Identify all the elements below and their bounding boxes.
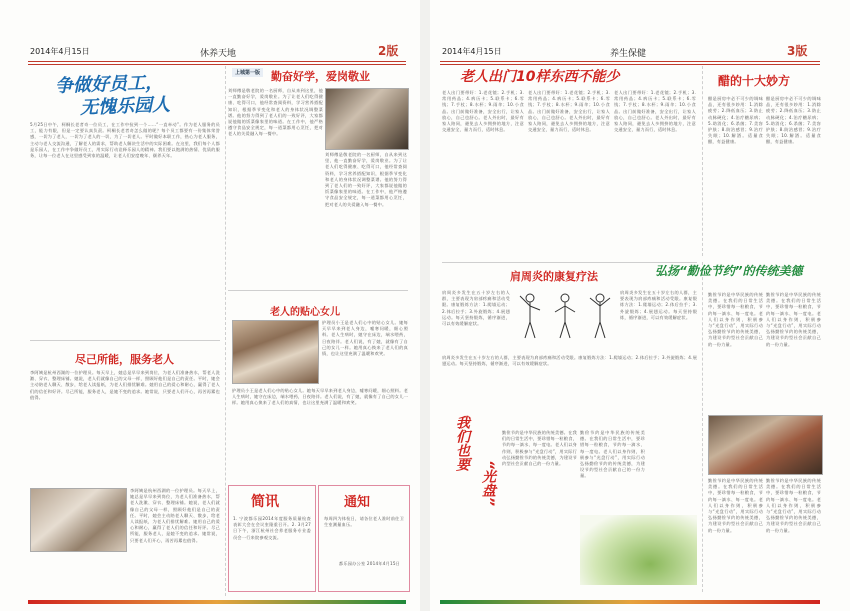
article-body-b4-col3: 勤俭节约是中华民族的传统美德。在我们的日常生活中，要珍惜每一粒粮食，节约每一滴水、每一度电。老人们以身作则，积极参与“光盘行动”，用实际行动弘扬勤俭节约的传统美德，为建设节约型社会贡献自己的一份力量。 xyxy=(708,478,763,533)
column-divider-right xyxy=(702,66,703,256)
article-body-b2-col2: 醋是厨房中必不可少的调味品，还有很多妙用：1.消除疲劳；2.降低血压；3.防止动脉硬化；4.治疗糖尿病；5.助消化；6.杀菌；7.美容护肤；8.防治感冒；9.治疗失眠；10.解酒。适量食醋，有益健康。 xyxy=(766,96,821,145)
article-body-a2: 李阿姨是杭州西湖的一位护理员。每天早上，她总是早早来到岗位，为老人们准备热水，帮老人洗漱、穿衣、整理床铺。她说，老人们就像自己的父母一样，照顾好他们是自己的责任。平时，她会主动陪老人聊天、散步，给老人读报纸，为老人们排忧解难。她用自己的爱心和耐心，赢得了老人们的信任和好评。尽己所能，服务老人，是她不变的追求。她常说，只要老人们开心，再苦再累也值得。 xyxy=(30,370,220,400)
illustration-farm xyxy=(580,515,697,585)
exercise-figures-icon xyxy=(515,288,615,346)
left-bottom-strip xyxy=(28,600,406,604)
article-body-b1-col1: 老人出门要带好：1.老花镜；2.手机；3.常用药品；4.病历卡；5.联系卡；6.零钱；7.手杖；8.水杯；9.雨伞；10.小食品。出门前做好准备，安全出行，让家人放心，自己也舒心。老人外出时，最好有家人陪同，避免去人多拥挤的地方，注意交通安全，量力而行，适时休息。 xyxy=(442,90,524,133)
article-body-b4-col1: 勤俭节约是中华民族的传统美德。在我们的日常生活中，要珍惜每一粒粮食，节约每一滴水、每一度电。老人们以身作则，积极参与“光盘行动”，用实际行动弘扬勤俭节约的传统美德，为建设节约型社会贡献自己的一份力量。 xyxy=(708,292,763,347)
right-page-no: 3版 xyxy=(787,44,808,58)
notice-sign: 都乐园办公室 2014年4月15日 xyxy=(339,561,401,566)
article-body-b2-col1: 醋是厨房中必不可少的调味品，还有很多妙用：1.消除疲劳；2.降低血压；3.防止动脉硬化；4.治疗糖尿病；5.助消化；6.杀菌；7.美容护肤；8.防治感冒；9.治疗失眠；10.解酒。适量食醋，有益健康。 xyxy=(708,96,763,145)
article-title-b4: 弘扬“勤俭节约”的传统美德 xyxy=(655,264,803,278)
photo-dining xyxy=(708,415,823,475)
left-header-rule xyxy=(28,61,406,62)
news-title: 简讯 xyxy=(251,494,279,510)
article-body-a3-col2: 刘师傅是敬老院的一名厨师，自从来到这里，他一直勤奋好学，爱岗敬业。为了让老人们吃得健康、吃得可口，他经常查阅资料，学习营养搭配知识，根据季节变化和老人的身体状况调整菜谱。他的努力得到了老人们的一致好评，大家都说他做的饭菜像家里的味道。在工作中，他严格遵守食品安全规定，每一道菜都用心烹饪，把对老人的关爱融入每一餐中。 xyxy=(325,152,407,207)
article-body-b4-col4: 勤俭节约是中华民族的传统美德。在我们的日常生活中，要珍惜每一粒粮食，节约每一滴水、每一度电。老人们以身作则，积极参与“光盘行动”，用实际行动弘扬勤俭节约的传统美德，为建设节约型社会贡献自己的一份力量。 xyxy=(766,478,821,533)
column-divider-right-lower xyxy=(702,262,703,592)
notice-title: 通知 xyxy=(344,495,371,510)
article-body-a1: 5月25日中午，柯桐长老者奇一位员工，在工作中捡到一个……“一直牵动”。作为老人服务的员工，能力有限，但是一定要认真负责。柯桐长老者奇怎么做的呢？每个员工都要有一份集体荣誉感，一切为了老人，一切为了老人的一切，为了一切老人。平时做好本职工作，热心为老人服务，主动与老人交流沟通，了解老人的需求，帮助老人解决生活中的实际困难。在这里，我们每个人都是乐园人，在工作中争做好员工，用实际行动诠释乐园人的精神。我们要以饱满的热情、优质的服务，让每一位老人在这里感受到家的温暖，让老人们安度晚年、颐养天年。 xyxy=(30,122,220,159)
shoulder-exercise-figures xyxy=(515,288,615,346)
article-body-a3: 刘师傅是敬老院的一名厨师，自从来到这里，他一直勤奋好学，爱岗敬业。为了让老人们吃得健康、吃得可口，他经常查阅资料，学习营养搭配知识，根据季节变化和老人的身体状况调整菜谱。他的努力得到了老人们的一致好评，大家都说他做的饭菜像家里的味道。在工作中，他严格遵守食品安全规定，每一道菜都用心烹饪，把对老人的关爱融入每一餐中。 xyxy=(228,88,323,137)
left-page xyxy=(0,0,420,611)
article-title-a2: 尽己所能，服务老人 xyxy=(75,353,174,366)
rule-a3 xyxy=(228,290,408,291)
article-body-b3-col2: 肩周炎多发生在五十岁左右的人群，主要表现为肩部疼痛和活动受限。康复锻炼方法：1.爬墙运动；2.体后拉手；3.外旋锻炼；4.展翅运动。每天坚持锻炼，循序渐进，可以有效缓解症状。 xyxy=(620,290,697,320)
column-label: 上城第一版 xyxy=(232,68,263,77)
left-header-rule-thin xyxy=(28,64,406,65)
photo-caregiver xyxy=(232,320,319,384)
notice-box xyxy=(318,485,410,592)
article-body-b3: 肩周炎多发生在五十岁左右的人群，主要表现为肩部疼痛和活动受限。康复锻炼方法：1.爬墙运动；2.体后拉手；3.外旋锻炼；4.展翅运动。每天坚持锻炼，循序渐进，可以有效缓解症状。 xyxy=(442,290,510,327)
article-body-a4: 护理员小王是老人们心中的贴心女儿。她每天早早来到老人身边，嘘寒问暖，细心照料。老人生病时，她守在床边，端水喂药，日夜陪伴。老人们说，有了她，就像有了自己的女儿一样。她用真心换来了老人们的真情，也让这里充满了温暖和欢笑。 xyxy=(322,320,408,357)
right-date: 2014年4月15日 xyxy=(442,47,502,56)
page-gutter xyxy=(420,0,430,611)
right-page xyxy=(430,0,850,611)
article-body-a2-cont: 李阿姨是杭州西湖的一位护理员。每天早上，她总是早早来到岗位，为老人们准备热水，帮老人洗漱、穿衣、整理床铺。她说，老人们就像自己的父母一样，照顾好他们是自己的责任。平时，她会主动陪老人聊天、散步，给老人读报纸，为老人们排忧解难。她用自己的爱心和耐心，赢得了老人们的信任和好评。尽己所能，服务老人，是她不变的追求。她常说，只要老人们开心，再苦再累也值得。 xyxy=(130,488,220,543)
news-body: 1. 宁波都乐园2014年度服务质量检查表彰大会在会议室隆重召开。2. 3月27日下午，浙江杭州社会养老服务专业委员会一行来院参观交流。 xyxy=(233,516,311,540)
rule-a2 xyxy=(30,340,220,341)
article-body-b1-col3: 老人出门要带好：1.老花镜；2.手机；3.常用药品；4.病历卡；5.联系卡；6.零钱；7.手杖；8.水杯；9.雨伞；10.小食品。出门前做好准备，安全出行，让家人放心，自己也舒心。老人外出时，最好有家人陪同，避免去人多拥挤的地方，注意交通安全，量力而行，适时休息。 xyxy=(614,90,696,133)
left-section: 休养天地 xyxy=(200,49,237,59)
article-body-b3-cont: 肩周炎多发生在五十岁左右的人群，主要表现为肩部疼痛和活动受限。康复锻炼方法：1.爬墙运动；2.体后拉手；3.外旋锻炼；4.展翅运动。每天坚持锻炼，循序渐进，可以有效缓解症状。 xyxy=(442,355,697,367)
article-title-a1-line1: 争做好员工， xyxy=(54,72,164,97)
article-title-b3: 肩周炎的康复疗法 xyxy=(510,270,598,283)
article-body-b4-col2: 勤俭节约是中华民族的传统美德。在我们的日常生活中，要珍惜每一粒粮食，节约每一滴水、每一度电。老人们以身作则，积极参与“光盘行动”，用实际行动弘扬勤俭节约的传统美德，为建设节约型社会贡献自己的一份力量。 xyxy=(766,292,821,347)
photo-caregiving xyxy=(30,488,127,552)
article-title-a4: 老人的贴心女儿 xyxy=(270,307,340,318)
photo-kitchen xyxy=(325,88,409,150)
left-page-no: 2版 xyxy=(378,44,399,58)
article-title-b5-line2: “光盘” xyxy=(480,460,496,507)
article-title-a3: 勤奋好学，爱岗敬业 xyxy=(271,70,370,83)
right-bottom-strip xyxy=(440,600,820,604)
right-section: 养生保健 xyxy=(610,49,647,59)
left-date: 2014年4月15日 xyxy=(30,47,90,56)
right-header-rule xyxy=(440,61,820,62)
article-body-a4-cont: 护理员小王是老人们心中的贴心女儿。她每天早早来到老人身边，嘘寒问暖，细心照料。老人生病时，她守在床边，端水喂药，日夜陪伴。老人们说，有了她，就像有了自己的女儿一样。她用真心换来了老人们的真情，也让这里充满了温暖和欢笑。 xyxy=(232,388,408,406)
article-body-b1-col2: 老人出门要带好：1.老花镜；2.手机；3.常用药品；4.病历卡；5.联系卡；6.零钱；7.手杖；8.水杯；9.雨伞；10.小食品。出门前做好准备，安全出行，让家人放心，自己也舒心。老人外出时，最好有家人陪同，避免去人多拥挤的地方，注意交通安全，量力而行，适时休息。 xyxy=(528,90,610,133)
article-title-b1: 老人出门10样东西不能少 xyxy=(460,69,620,85)
news-box xyxy=(228,485,316,592)
article-title-b2: 醋的十大妙方 xyxy=(718,74,791,88)
notice-body: 每周四为体检日，请各位老人准时前往卫生室测量血压。 xyxy=(324,516,404,528)
article-body-b5-col2: 勤俭节约是中华民族的传统美德。在我们的日常生活中，要珍惜每一粒粮食，节约每一滴水、每一度电。老人们以身作则，积极参与“光盘行动”，用实际行动弘扬勤俭节约的传统美德，为建设节约型社会贡献自己的一份力量。 xyxy=(580,430,645,479)
article-title-b5-line1: 我们也要 xyxy=(454,415,470,471)
article-body-b5-col1: 勤俭节约是中华民族的传统美德。在我们的日常生活中，要珍惜每一粒粮食，节约每一滴水、每一度电。老人们以身作则，积极参与“光盘行动”，用实际行动弘扬勤俭节约的传统美德，为建设节约型社会贡献自己的一份力量。 xyxy=(502,430,577,467)
right-header-rule-thin xyxy=(440,64,820,65)
article-title-a1-line2: 无愧乐园人 xyxy=(79,94,171,119)
column-divider xyxy=(225,66,226,596)
